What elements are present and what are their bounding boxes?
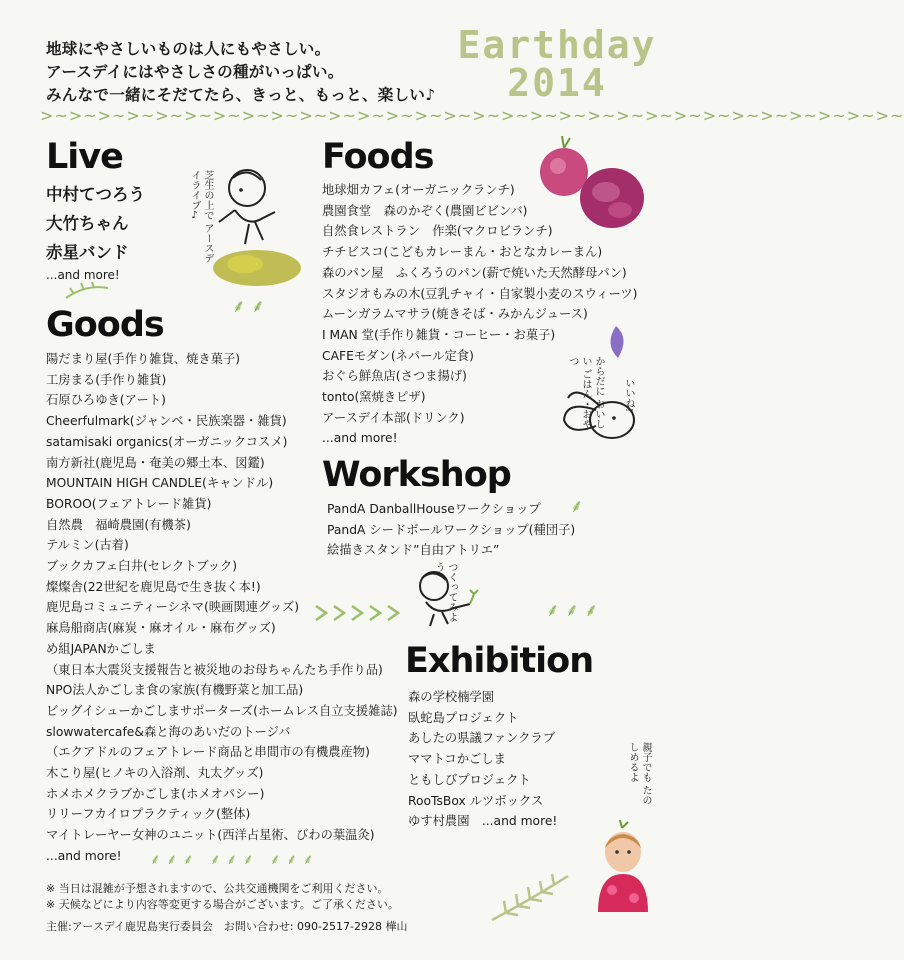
list-item: CAFEモダン(ネパール定食): [322, 348, 474, 363]
list-item: MOUNTAIN HIGH CANDLE(キャンドル): [46, 476, 274, 491]
footer-note-1: ※ 当日は混雑が予想されますので、公共交通機関をご利用ください。: [46, 882, 389, 895]
list-item: スタジオもみの木(豆乳チャイ・自家製小麦のスウィーツ): [322, 286, 638, 301]
list-item: 森のパン屋 ふくろうのパン(薪で焼いた天然酵母パン): [322, 265, 627, 280]
arrow-chevron-icon: [312, 600, 412, 626]
list-item: 石原ひろゆき(アート): [46, 393, 166, 408]
list-item: PandA DanballHouseワークショップ: [327, 502, 541, 516]
list-item: 大竹ちゃん: [46, 214, 129, 233]
event-title: [452, 23, 662, 105]
child-figure-icon: [404, 566, 494, 630]
list-item: おぐら鮮魚店(さつま揚げ): [322, 369, 467, 384]
list-item: 中村てつろう: [46, 185, 145, 204]
list-item: 麻鳥船商店(麻炭・麻オイル・麻布グッズ): [46, 621, 276, 636]
live-list: [46, 180, 145, 267]
list-item: I MAN 堂(手作り雑貨・コーヒー・お菓子): [322, 327, 556, 342]
goods-more: ...and more!: [46, 848, 122, 863]
sprout-icon: ⸙ ⸙ ⸙: [546, 600, 598, 621]
list-item: リリーフカイロプラクティック(整体): [46, 807, 251, 822]
foods-heading: Foods: [322, 137, 434, 177]
list-item: 自然食レストラン 作楽(マクロビランチ): [322, 224, 553, 239]
list-item: tonto(窯焼きピザ): [322, 390, 426, 405]
list-item: ホメホメクラブかごしま(ホメオパシー): [46, 786, 265, 801]
list-item: テルミン(古着): [46, 538, 129, 553]
list-item: ムーンガラムマサラ(焼きそば・みかんジュース): [322, 307, 588, 322]
list-item: satamisaki organics(オーガニックコスメ): [46, 434, 288, 449]
list-item: ビッグイシューかごしまサポーターズ(ホームレス自立支援雑誌): [46, 703, 398, 718]
list-item: 工房まる(手作り雑貨): [46, 372, 167, 387]
list-item: ママトコかごしま: [408, 752, 506, 767]
list-item: 木こり屋(ヒノキの入浴剤、丸太グッズ): [46, 766, 264, 781]
intro-line-1: 地球にやさしいものは人にもやさしい。: [46, 40, 331, 58]
list-item: 地球畑カフェ(オーガニックランチ): [322, 183, 515, 197]
list-item: アースデイ本部(ドリンク): [322, 410, 465, 425]
arrow-chevron-icon: >~>~>~>~>~>~>~>~>~>~>~>~>~>~>~>~>~>~>~>~>~>~>~>~>~>~>~>~>~>~: [40, 106, 904, 125]
list-item: 南方新社(鹿児島・奄美の郷土本、図鑑): [46, 455, 265, 470]
live-heading: Live: [46, 137, 123, 177]
list-item: 農園食堂 森のかぞく(農園ビビンバ): [322, 203, 528, 218]
list-item: BOROO(フェアトレード雑貨): [46, 496, 212, 511]
workshop-heading: Workshop: [322, 455, 511, 495]
exhibition-list: [408, 687, 557, 832]
foods-side-note-1: からだに おいしい ごはん・おやつ: [567, 356, 604, 430]
leaf-icon: [62, 280, 112, 304]
list-item: 赤星バンド: [46, 243, 129, 262]
list-item: 森の学校楠学園: [408, 690, 495, 704]
list-item: slowwatercafe&森と海のあいだのトージバ: [46, 724, 291, 739]
foods-more: ...and more!: [322, 431, 398, 446]
list-item: （東日本大震災支援報告と被災地のお母ちゃんたち手作り品): [46, 662, 383, 677]
list-item: あしたの県議ファンクラブ: [408, 731, 556, 746]
exhibition-last-item: ゆす村農園: [408, 814, 470, 829]
footer-note-2: ※ 天候などにより内容等変更する場合がございます。ご了承ください。: [46, 898, 399, 911]
footer: [46, 881, 407, 935]
list-item: NPO法人かごしま食の家族(有機野菜と加工品): [46, 683, 304, 698]
event-title-line-2: 2014: [507, 61, 607, 105]
list-item: 陽だまり屋(手作り雑貨、焼き菓子): [46, 352, 241, 366]
list-item: 鹿児島コミュニティーシネマ(映画関連グッズ): [46, 600, 300, 615]
list-item: 絵描きスタンド”自由アトリエ”: [327, 543, 500, 558]
list-item: PandA シードボールワークショップ(種団子): [327, 522, 576, 537]
live-more: ...and more!: [46, 268, 120, 282]
list-item: [408, 811, 557, 832]
event-title-line-1: Earthday: [457, 23, 657, 67]
intro-line-3: みんなで一緒にそだてたら、きっと、もっと、楽しい♪: [46, 86, 436, 104]
sprout-icon: ⸙ ⸙: [232, 296, 265, 317]
list-item: 燦燦舎(22世紀を鹿児島で生き抜く本!): [46, 579, 261, 594]
child-figure-icon: [205, 160, 315, 310]
footer-organizer: 主催:アースデイ鹿児島実行委員会 お問い合わせ: 090-2517-2928 樺山: [46, 920, 408, 933]
intro-text: [46, 38, 435, 107]
list-item: （エクアドルのフェアトレード商品と串間市の有機農産物): [46, 745, 370, 760]
radish-photo-icon: [536, 132, 646, 236]
leaf-icon: [486, 870, 574, 930]
list-item: RooTsBox ルツボックス: [408, 793, 544, 808]
intro-line-2: アースデイにはやさしさの種がいっぱい。: [46, 63, 344, 81]
goods-heading: Goods: [46, 305, 164, 345]
list-item: Cheerfulmark(ジャンベ・民族楽器・雑貨): [46, 414, 287, 429]
live-side-note: 芝生の上で アースデイライブ♪: [189, 170, 213, 264]
exhibition-more: ...and more!: [481, 814, 558, 829]
list-item: チチビスコ(こどもカレーまん・おとなカレーまん): [322, 245, 603, 260]
list-item: マイトレーヤー女神のユニット(西洋占星術、びわの葉温灸): [46, 828, 375, 843]
list-item: ブックカフェ臼井(セレクトブック): [46, 559, 238, 574]
list-item: 臥蛇島プロジェクト: [408, 710, 519, 725]
workshop-list: [327, 499, 575, 561]
list-item: ともしびプロジェクト: [408, 772, 531, 787]
foods-side-note-2: いいね!: [623, 378, 634, 413]
exhibition-heading: Exhibition: [405, 641, 594, 681]
child-photo-icon: [592, 818, 654, 912]
list-item: め組JAPANかごしま: [46, 641, 156, 656]
list-item: 自然農 福崎農園(有機茶): [46, 517, 191, 532]
exhibition-side-note: 親子でも たのしめるよ: [627, 742, 651, 806]
workshop-side-note: つくってみよう!: [433, 562, 457, 622]
sprout-icon: ⸙⸙⸙ ⸙⸙⸙ ⸙⸙⸙: [150, 852, 320, 868]
sprout-icon: ⸙: [570, 496, 584, 517]
